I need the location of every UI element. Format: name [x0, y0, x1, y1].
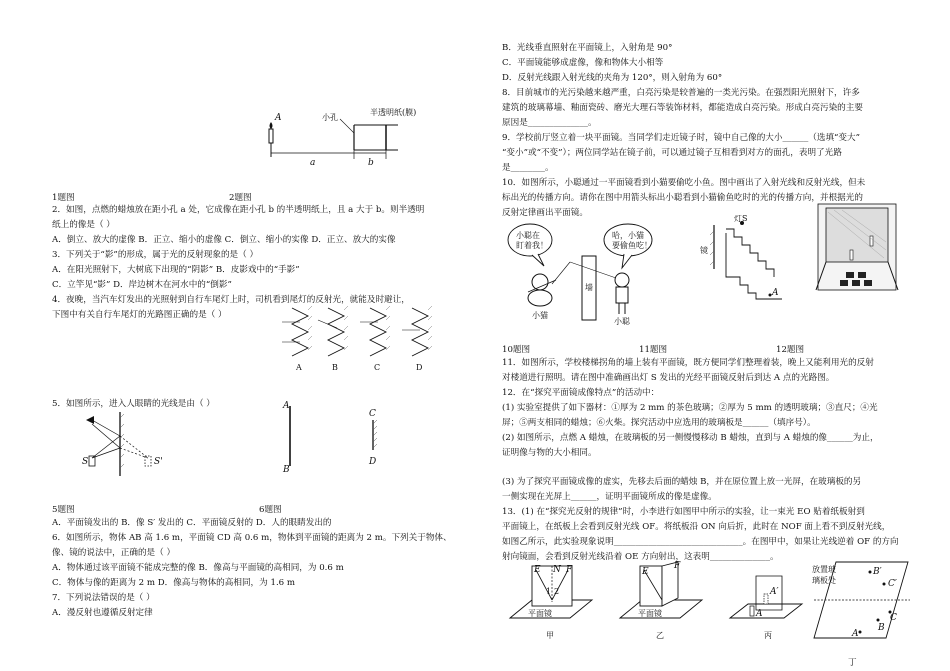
object-mirror-figure [275, 398, 385, 473]
q2-options: A．倒立、放大的虚像 B．正立、缩小的虚像 C．倒立、缩小的实像 D．正立、放大的实像 [52, 235, 396, 245]
caption-fig12: 12题图 [776, 345, 805, 355]
q5-options: A．平面镜发出的 B．像 S′ 发出的 C．平面镜反射的 D．人的眼睛发出的 [52, 518, 332, 528]
fig11-mirror-label: 镜 [700, 246, 708, 255]
fig13-jia-F: F [566, 565, 573, 575]
fig13-ding-glass-l1: 放置玻 [812, 565, 836, 574]
fig10-bubble1-l1: 小聪在 [516, 231, 540, 240]
pinhole-figure [258, 103, 428, 173]
reflector-options-figure [282, 300, 452, 375]
q8-line3: 原因是______________。 [502, 118, 597, 128]
fig1-label-A: A [275, 113, 282, 123]
fig13-caption-jia: 甲 [546, 631, 554, 640]
fig5-label-Sprime: S' [154, 457, 163, 467]
fig13-caption-bing: 丙 [764, 631, 772, 640]
q8-line2: 建筑的玻璃幕墙、釉面瓷砖、磨光大理石等装饰材料，都能造成白亮污染。形成白亮污染的主要 [502, 103, 863, 113]
fig10-bubble1-l2: 盯着我！ [516, 241, 548, 250]
fig13-ding-B: B [878, 623, 885, 633]
fig1-label-b: b [368, 158, 374, 168]
caption-fig11: 11题图 [639, 345, 668, 355]
fig10-bubble2-l2: 要偷鱼吃！ [612, 241, 652, 250]
fig13-jia [506, 560, 596, 642]
fig13-ding-C: C [890, 613, 897, 623]
fig6-label-D: D [369, 457, 377, 467]
q3-options-ab: A．在阳光照射下，大树底下出现的“阴影” B．皮影戏中的“手影” [52, 265, 300, 275]
q4-line2: 下图中有关自行车尾灯的光路图正确的是（ ） [52, 310, 227, 320]
fig4-label-C: C [374, 363, 381, 372]
q7-option-b: B．光线垂直照射在平面镜上，入射角是 90° [502, 43, 673, 53]
q13-line3: 如图乙所示，此实验现象说明______________________________。在图甲中，如果让光线逆着 OF 的方向 [502, 537, 899, 547]
fig10-wall-label: 墙 [585, 283, 593, 292]
q9-line1: 9．学校前厅竖立着一块平面镜。当同学们走近镜子时，镜中自己像的大小______（选填“变大” [502, 133, 861, 143]
fig13-jia-mirror: 平面镜 [528, 609, 552, 618]
fig13-bing [726, 560, 806, 642]
fig6-label-A: A [283, 401, 290, 411]
fig1-label-a: a [310, 158, 316, 168]
fig13-yi-F: F [674, 561, 681, 571]
q12-stem: 12．在“探究平面镜成像特点”的活动中： [502, 388, 660, 398]
fig10-cat-label: 小猫 [532, 311, 548, 320]
fig11-A-label: A [772, 288, 779, 298]
fig13-ding [806, 558, 916, 650]
q7-option-a: A．漫反射也遵循反射定律 [52, 608, 153, 618]
caption-fig2: 2题图 [229, 193, 252, 203]
q9-line2: “变小”或“不变”）；两位同学站在镜子前，可以通过镜子互相看到对方的面孔，表明了光路 [502, 148, 842, 158]
fig4-label-B: B [332, 363, 338, 372]
fig13-caption-yi: 乙 [656, 631, 664, 640]
q12-1-line2: 屏；⑤两支相同的蜡烛；⑥火柴。探究活动中应选用的玻璃板是______（填序号）。 [502, 418, 816, 428]
q12-1-line1: (1) 实验室提供了如下器材：①厚为 2 mm 的茶色玻璃；②厚为 5 mm 的透明玻璃；③直尺；④光 [502, 403, 878, 413]
q13-line4: 射向镜面，会看到反射光线沿着 OE 方向射出，这表明______________。 [502, 552, 779, 562]
fig13-bing-Aprime: A′ [770, 587, 779, 597]
q10-line3: 反射定律画出平面镜。 [502, 208, 588, 218]
q6-line2: 像、镜的说法中，正确的是（ ） [52, 548, 176, 558]
staircase-figure [700, 215, 790, 310]
fig6-label-B: B [283, 465, 290, 473]
q6-options-ab: A．物体通过该平面镜不能成完整的像 B．像高与平面镜的高相同，为 0.6 m [52, 563, 344, 573]
q10-line2: 标出光的传播方向。请你在图中用箭头标出小聪看到小猫偷鱼吃时的光的传播方向，并根据光的 [502, 193, 863, 203]
q3-stem: 3．下列关于“影”的形成，属于光的反射现象的是（ ） [52, 250, 259, 260]
q5-stem: 5．如图所示，进入人眼睛的光线是由（ ） [52, 399, 215, 409]
q2-line1: 2．如图，点燃的蜡烛放在距小孔 a 处，它成像在距小孔 b 的半透明纸上，且 a 大于 b。则半透明 [52, 205, 425, 215]
q11-line2: 对楼道进行照明。请在图中准确画出灯 S 发出的光经平面镜反射后到达 A 点的光路图。 [502, 373, 835, 383]
q10-line1: 10．如图所示，小聪通过一平面镜看到小猫要偷吃小鱼。图中画出了入射光线和反射光线，但未 [502, 178, 866, 188]
fig13-jia-1: 1 [546, 587, 552, 596]
fig13-caption-ding: 丁 [848, 658, 857, 668]
fig10-boy-label: 小聪 [614, 317, 630, 325]
glass-plate-figure [812, 200, 902, 295]
cat-boy-figure [500, 220, 680, 325]
q7-option-c: C．平面镜能够成虚像，像和物体大小相等 [502, 58, 664, 68]
q12-3-line2: 一侧实现在光屏上______，证明平面镜所成的像是虚像。 [502, 492, 717, 502]
caption-fig10: 10题图 [502, 345, 531, 355]
q6-line1: 6．如图所示，物体 AB 高 1.6 m，平面镜 CD 高 0.6 m，物体到平面镜的距离为 2 m。下列关于物体、 [52, 533, 452, 543]
fig5-label-S: S [82, 457, 89, 467]
q9-line3: 是________。 [502, 163, 554, 173]
q12-2-line1: (2) 如图所示，点燃 A 蜡烛，在玻璃板的另一侧慢慢移动 B 蜡烛，直到与 A 蜡烛的像______为止， [502, 433, 879, 443]
fig13-ding-glass-l2: 璃板处 [812, 576, 836, 585]
fig13-ding-Cprime: C′ [888, 579, 897, 589]
fig13-yi-mirror: 平面镜 [638, 609, 662, 618]
fig4-label-D: D [416, 363, 423, 372]
q7-stem: 7．下列说法错误的是（ ） [52, 593, 155, 603]
q13-line2: 平面镜上，在纸板上会看到反射光线 OF。将纸板沿 ON 向后折，此时在 NOF 面上看不到反射光线， [502, 522, 891, 532]
caption-fig1: 1题图 [52, 193, 75, 203]
fig6-label-C: C [369, 409, 376, 419]
fig13-ding-A: A [852, 629, 859, 639]
q4-line1: 4．夜晚，当汽车灯发出的光照射到自行车尾灯上时，司机看到尾灯的反射光，就能及时避让， [52, 295, 410, 305]
caption-fig6: 6题图 [259, 505, 282, 515]
q11-line1: 11．如图所示，学校楼梯拐角的墙上装有平面镜，既方便同学们整理着装，晚上又能利用光的反射 [502, 358, 874, 368]
q2-line2: 纸上的像是（ ） [52, 220, 115, 230]
fig10-bubble2-l1: 哈，小猫 [612, 231, 644, 240]
q8-line1: 8．目前城市的光污染越来越严重，白亮污染是较普遍的一类光污染。在强烈阳光照射下，许多 [502, 88, 860, 98]
fig11-lamp-label: 灯S [734, 215, 748, 223]
q7-option-d: D．反射光线跟入射光线的夹角为 120°，则入射角为 60° [502, 73, 723, 83]
q6-options-cd: C．物体与像的距离为 2 m D．像高与物体的高相同，为 1.6 m [52, 578, 296, 588]
fig13-yi [616, 560, 706, 642]
fig13-jia-2: 2 [554, 587, 560, 596]
fig13-yi-E: E [642, 567, 649, 577]
q3-options-cd: C．立竿见“影” D．岸边树木在河水中的“倒影” [52, 280, 232, 290]
fig1-label-screen: 半透明纸(膜) [370, 108, 417, 117]
q12-3-line1: (3) 为了探究平面镜成像的虚实，先移去后面的蜡烛 B，并在原位置上放一光屏，在玻璃板的另 [502, 477, 862, 487]
fig4-label-A: A [296, 363, 302, 372]
fig13-jia-N: N [553, 565, 561, 575]
eye-mirror-figure [78, 410, 178, 480]
q12-2-line2: 证明像与物的大小相同。 [502, 448, 597, 458]
fig13-bing-A: A [756, 609, 763, 619]
fig1-label-hole: 小孔 [322, 113, 338, 122]
caption-fig5: 5题图 [52, 505, 75, 515]
q13-line1: 13．(1) 在“探究光反射的规律”时，小李进行如图甲中所示的实验，让一束光 EO 贴着纸板射到 [502, 507, 865, 517]
fig13-jia-E: E [534, 565, 541, 575]
fig13-ding-Bprime: B′ [873, 567, 882, 577]
